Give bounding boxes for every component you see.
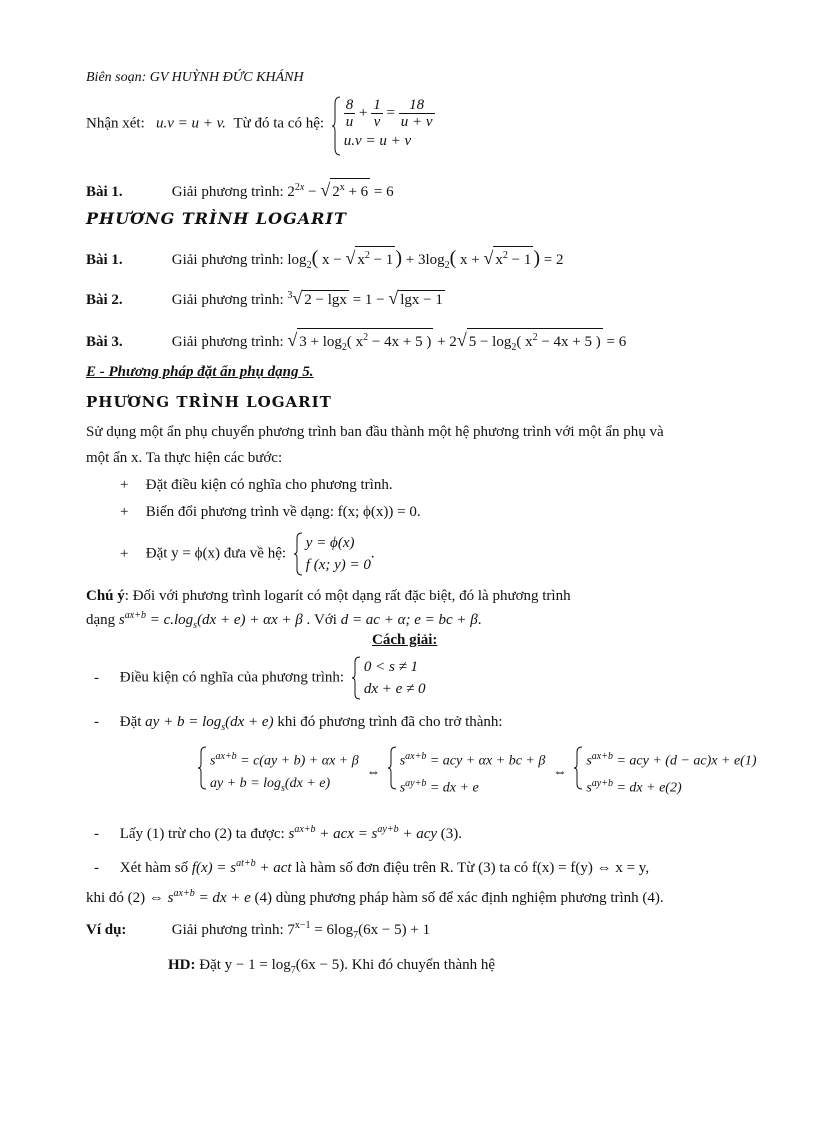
dash: - [94,669,99,686]
solution-text: Điều kiện có nghĩa của phương trình: [119,669,345,686]
solution-step-2 [94,714,503,733]
heading-logarit-1: PHƯƠNG TRÌNH LOGARIT [86,209,347,228]
exercise-text: Giải phương trình: [171,334,284,350]
note-label: Nhận xét: [86,115,145,132]
hint-formula: $y - 1 = \log_7(6x - 5)$ [224,957,345,976]
bullet: + [120,504,129,520]
solution-step-1 [94,656,426,700]
note2-line-2: dạng $s^{ax+b} = c.\log_s(dx + e) + \alpha x + \beta$ . Với d = ac + α; e = bc + β. [86,610,482,631]
log-exercise-3 [86,328,626,357]
step-1 [120,477,393,494]
solution-text: Xét hàm số [119,860,189,876]
note2-text: : Đối với phương trình logarít có một dạng rất đặc biệt, đó là phương trình [124,588,571,604]
solution-text: khi đó phương trình đã cho trở thành: [277,714,503,730]
exercise-formula: $^3$√ 2 − lgx = 1 − √ lgx − 1 [287,288,443,308]
example-formula: $7^{x-1} = 6\log_7(6x - 5) + 1$ [287,920,431,941]
note-text: Từ đó ta có hệ: [233,115,325,132]
system-chain: $s^{ax+b} = c(ay + b) + \alpha x + \beta$ ay + $b = \log_s(dx + e)$ ⇔ $s^{ax+b}$ = acy + αx + bc + β $s^{ay+b}$ = dx + e ⇔ $s^{ax+b}$ = acy + (d − ac)x + e(1) $s^{ay+b}$ = dx + e(2) [198,746,756,799]
solution-text: Đặt [119,714,142,730]
exercise-text: Giải phương trình: [171,252,284,268]
log-exercise-1 [86,246,564,271]
brace-icon [574,746,583,790]
brace-icon [198,746,207,790]
solution-title: Cách giải: [372,632,438,648]
subtract-formula: $s^{ax+b}$ + acx = $s^{ay+b}$ + acy [288,824,438,842]
brace-icon [352,656,361,700]
solution-step-4-cont [86,888,664,907]
exercise-text: Giải phương trình: [171,184,284,200]
bullet: + [120,477,129,493]
step-3: + Đặt y = ϕ(x) đưa về hệ: y = ϕ(x) f (x; y) = 0 . [120,532,375,576]
function-formula: $f(x) = s^{at+b}$ + act [191,858,292,876]
solution-step-4 [94,858,649,877]
step-text: Đặt điều kiện có nghĩa cho phương trình. [145,477,393,493]
step-text: Đặt y = ϕ(x) đưa về hệ: [145,545,287,562]
exercise-text: Giải phương trình: [171,292,284,308]
dash: - [94,860,99,876]
note-formula: u.v = u + v. [155,115,226,132]
solution-text: (4) dùng phương pháp hàm số để xác định nghiệm phương trình (4). [254,890,664,906]
solution-text: Lấy (1) trừ cho (2) ta được: [119,826,285,842]
solution-text: (3). [440,826,463,842]
exercise-exp [86,178,394,201]
intro-line-1: Sử dụng một ẩn phụ chuyển phương trình ban đầu thành một hệ phương trình với một ẩn phụ và [86,424,664,440]
exercise-label: Bài 2. [86,292,123,308]
hint-pre: Đặt [199,957,221,973]
example-text: Giải phương trình: [171,922,284,938]
dash: - [94,826,99,842]
intro-line-2: một ẩn x. Ta thực hiện các bước: [86,450,283,466]
solution-step-3 [94,824,462,843]
bullet: + [120,545,129,562]
step-text: Biến đổi phương trình về dạng: f(x; ϕ(x)) = 0. [145,504,421,520]
log-exercise-2 [86,288,445,309]
dash: - [94,714,99,730]
step-2 [120,504,421,521]
note2-label: Chú ý [86,588,125,604]
note2-condition: d = ac + α; e = bc + β [340,612,478,628]
exercise-formula: √ $3 + \log_2$( $x^2 - 4x + 5$ ) + 2√ $5 - \log_2$( $x^2 - 4x + 5$ ) = 6 [287,334,626,350]
reduced-formula: $s^{ax+b}$ = dx + e [167,888,251,906]
section-e-title: E - Phương pháp đặt ẩn phụ dạng 5. [86,364,314,380]
exercise-label: Bài 1. [86,252,123,268]
condition-system: 0 < s ≠ 1 dx + e ≠ 0 [352,656,426,700]
hint-label: HD: [168,957,196,973]
note2-prefix: dạng [86,612,116,628]
heading-logarit-2: PHƯƠNG TRÌNH LOGARIT [86,393,332,411]
brace-icon [294,532,303,576]
note-system: $\frac{8}{u}$ + $\frac{1}{v}$ = $\frac{18}{u + v}$ u.v = u + v [332,96,435,152]
exercise-label: Bài 3. [86,334,123,350]
hint [168,957,495,976]
exercise-formula: $\log_2$( x − √ $x^2 - 1$ ) + $3\log_2$( x + √ $x^2 - 1$ ) = 2 [287,247,564,271]
note2-mid: . Với [306,612,337,628]
brace-icon [332,96,341,156]
hint-post: . Khi đó chuyển thành hệ [344,957,496,973]
note-block [86,96,435,152]
example [86,920,430,941]
step-system: y = ϕ(x) f (x; y) = 0 [294,532,371,576]
brace-icon [388,746,397,790]
exercise-label: Bài 1. [86,184,123,200]
solution-text: là hàm số đơn điệu trên R. Từ (3) ta có f(x) = f(y) ⇔ x = y, [295,860,650,876]
author-header: Biên soạn: GV HUỲNH ĐỨC KHÁNH [86,70,304,85]
note2-line-1 [86,588,726,605]
example-label: Ví dụ: [86,922,127,938]
note2-formula: $s^{ax+b} = c.\log_s(dx + e) + \alpha x + \beta$ [118,610,303,631]
substitution-formula: ay + $b = \log_s(dx + e)$ [145,714,274,733]
exercise-formula: $2^{2x}$ − √ $2^x + 6 = 6$ [287,180,394,200]
solution-text: khi đó (2) ⇔ [86,890,164,906]
